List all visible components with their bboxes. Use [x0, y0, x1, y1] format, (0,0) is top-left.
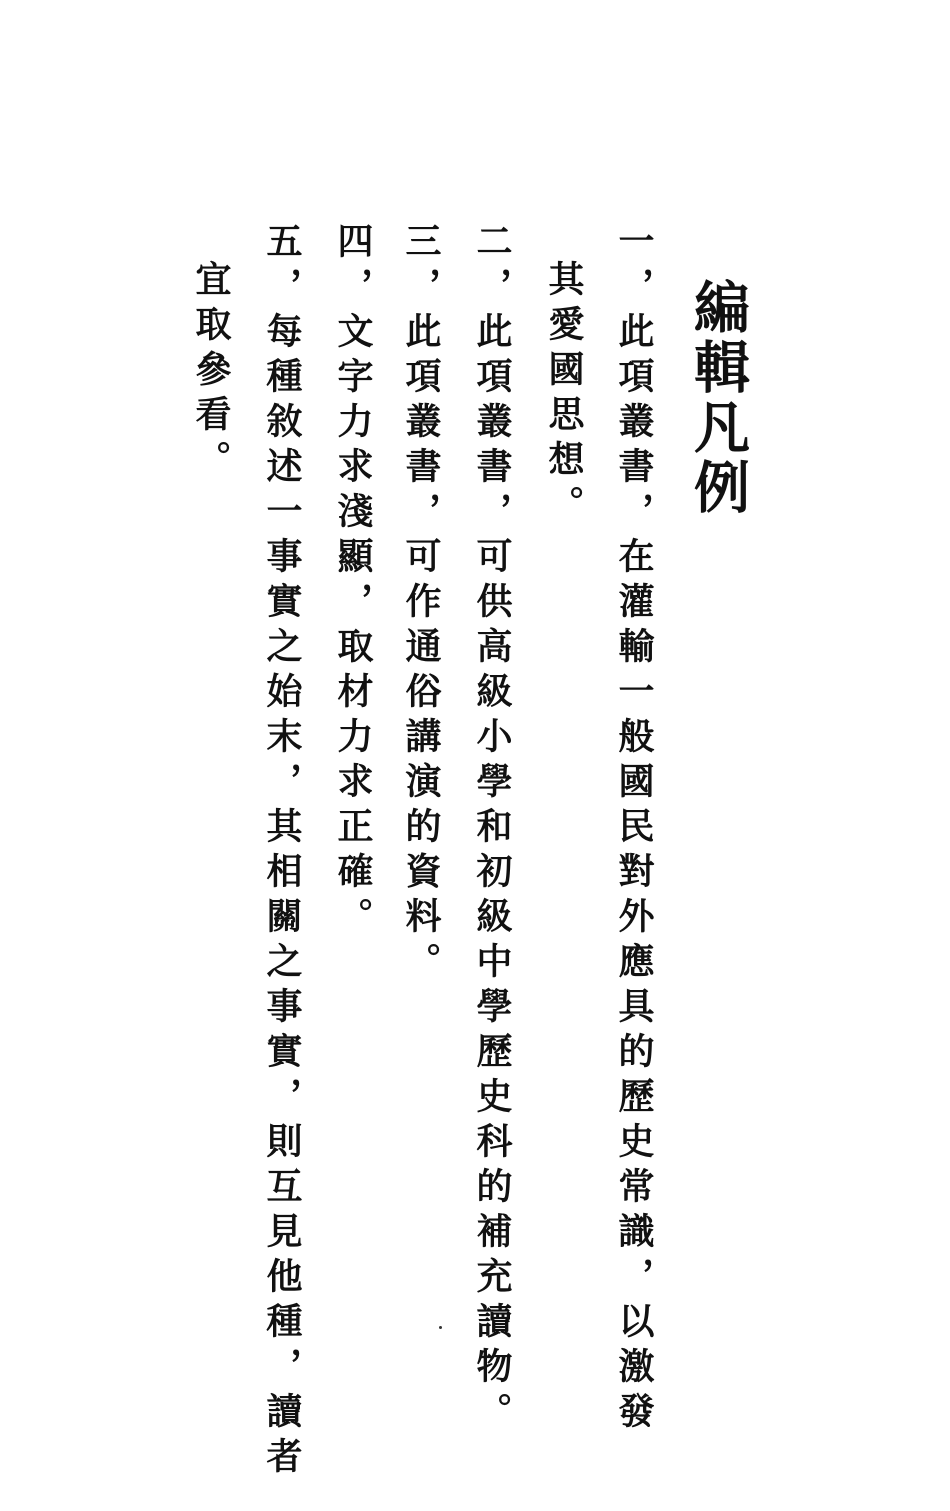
- page-speck: [439, 1326, 442, 1329]
- rule-5-line-1: 五，每種敘述一事實之始末，其相關之事實，則互見他種，讀者: [261, 222, 303, 1482]
- rule-2-line-1: 二，此項叢書，可供高級小學和初級中學歷史科的補充讀物。: [471, 222, 513, 1437]
- rule-3-line-1: 三，此項叢書，可作通俗講演的資料。: [400, 222, 442, 987]
- rule-1-line-1: 一，此項叢書，在灌輸一般國民對外應具的歷史常識，以激發: [613, 222, 655, 1437]
- rule-5-line-2: 宜取參看。: [190, 260, 232, 485]
- rule-4-line-1: 四，文字力求淺顯，取材力求正確。: [332, 222, 374, 942]
- rule-1-line-2: 其愛國思想。: [543, 260, 585, 530]
- page-title: 編輯凡例: [685, 278, 751, 518]
